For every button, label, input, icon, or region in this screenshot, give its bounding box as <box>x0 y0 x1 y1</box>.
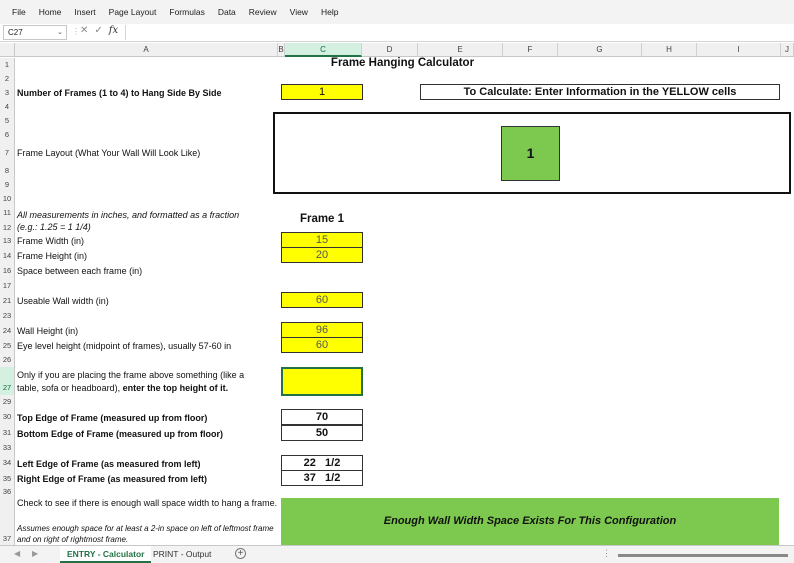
row-header[interactable]: 23 <box>0 308 15 323</box>
above-furniture-emphasis: enter the top height of it. <box>122 382 229 393</box>
row-header[interactable]: 26 <box>0 353 15 367</box>
column-header-e[interactable]: E <box>418 43 503 57</box>
row-header[interactable]: 1 <box>0 58 15 72</box>
formula-bar <box>0 24 794 42</box>
menu-file[interactable]: File <box>12 7 26 17</box>
row-header[interactable]: 31 <box>0 425 15 441</box>
menu-insert[interactable]: Insert <box>74 7 96 17</box>
left-edge-value: 22 1/2 <box>281 455 363 471</box>
enter-check-icon[interactable]: ✓ <box>94 25 103 36</box>
row-header[interactable]: 25 <box>0 338 15 353</box>
row-header[interactable]: 30 <box>0 409 15 425</box>
bottom-edge-label: Bottom Edge of Frame (measured up from floor) <box>17 429 224 439</box>
row-header[interactable]: 11 <box>0 206 15 219</box>
width-check-note: Assumes enough space for at least a 2-in space on left of leftmost frame and on right of rightmost frame. <box>17 524 274 544</box>
add-sheet-icon[interactable]: + <box>235 548 246 559</box>
frame-height-input[interactable]: 20 <box>281 247 363 263</box>
insert-function-icon[interactable]: fx <box>108 25 119 36</box>
sheet-tab-bar <box>0 545 794 563</box>
drag-handle-icon[interactable]: ⋮ <box>72 27 80 36</box>
row-header[interactable]: 33 <box>0 441 15 455</box>
menu-formulas[interactable]: Formulas <box>169 7 205 17</box>
chevron-down-icon[interactable]: ⌄ <box>57 29 63 36</box>
column-header-d[interactable]: D <box>362 43 418 57</box>
width-check-result: Enough Wall Width Space Exists For This Configuration <box>281 498 779 545</box>
width-check-label: Check to see if there is enough wall space width to hang a frame. <box>17 498 278 508</box>
measure-note: All measurements in inches, and formatted as a fraction <box>17 210 240 220</box>
menu-home[interactable]: Home <box>38 7 62 17</box>
layout-label: Frame Layout (What Your Wall Will Look Like) <box>17 148 201 158</box>
wall-height-label: Wall Height (in) <box>17 326 79 336</box>
above-furniture-input[interactable] <box>281 367 363 396</box>
row-header[interactable]: 36 <box>0 486 15 498</box>
row-header[interactable]: 34 <box>0 455 15 471</box>
left-edge-label: Left Edge of Frame (as measured from left) <box>17 459 201 469</box>
top-edge-label: Top Edge of Frame (measured up from floor) <box>17 413 208 423</box>
column-header-c[interactable]: C <box>285 43 362 57</box>
instruction-banner: To Calculate: Enter Information in the YELLOW cells <box>420 84 780 100</box>
bottom-edge-value: 50 <box>281 425 363 441</box>
menu-help[interactable]: Help <box>320 7 339 17</box>
num-frames-input[interactable]: 1 <box>281 84 363 100</box>
frame-height-label: Frame Height (in) <box>17 251 88 261</box>
row-header[interactable]: 6 <box>0 128 15 142</box>
menu-bar <box>0 0 794 24</box>
column-header-h[interactable]: H <box>642 43 697 57</box>
wall-height-input[interactable]: 96 <box>281 322 363 338</box>
wall-width-label: Useable Wall width (in) <box>17 296 109 306</box>
row-header[interactable]: 29 <box>0 395 15 409</box>
row-header[interactable]: 5 <box>0 114 15 128</box>
tab-entry-calculator[interactable]: ENTRY - Calculator <box>60 546 151 563</box>
above-furniture-text: Only if you are placing the frame above something (like a <box>17 370 245 380</box>
column-header-a[interactable]: A <box>15 43 278 57</box>
frame-1-header: Frame 1 <box>299 213 345 225</box>
row-header[interactable]: 17 <box>0 278 15 293</box>
row-header[interactable]: 27 <box>0 367 15 395</box>
formula-input[interactable] <box>125 25 794 40</box>
row-header[interactable]: 37 <box>0 498 15 545</box>
row-header[interactable]: 13 <box>0 233 15 248</box>
frame-width-input[interactable]: 15 <box>281 232 363 248</box>
page-title: Frame Hanging Calculator <box>330 57 475 69</box>
row-header[interactable]: 10 <box>0 192 15 206</box>
frame-width-label: Frame Width (in) <box>17 236 85 246</box>
menu-view[interactable]: View <box>289 7 308 17</box>
row-header[interactable]: 8 <box>0 164 15 178</box>
measure-note-example: (e.g.: 1.25 = 1 1/4) <box>17 222 91 232</box>
above-furniture-label <box>17 369 279 394</box>
tab-print-output[interactable]: PRINT - Output <box>153 549 212 559</box>
row-header[interactable]: 2 <box>0 72 15 86</box>
tab-prev-icon[interactable]: ◀ <box>14 549 21 558</box>
right-edge-value: 37 1/2 <box>281 470 363 486</box>
cancel-icon[interactable]: ✕ <box>80 25 89 36</box>
row-header[interactable]: 12 <box>0 219 15 233</box>
horizontal-scrollbar[interactable] <box>618 554 788 557</box>
row-header[interactable]: 9 <box>0 178 15 192</box>
column-header-j[interactable]: J <box>781 43 794 57</box>
above-furniture-text-2: table, sofa or headboard), <box>17 382 123 393</box>
row-header[interactable]: 4 <box>0 100 15 114</box>
eye-level-input[interactable]: 60 <box>281 337 363 353</box>
top-edge-value: 70 <box>281 409 363 425</box>
column-header-i[interactable]: I <box>697 43 781 57</box>
row-header[interactable]: 24 <box>0 323 15 338</box>
row-header[interactable]: 16 <box>0 263 15 278</box>
row-header[interactable]: 35 <box>0 471 15 486</box>
select-all-corner[interactable] <box>0 43 15 57</box>
column-header-b[interactable]: B <box>278 43 285 57</box>
column-header-f[interactable]: F <box>503 43 558 57</box>
row-header[interactable]: 7 <box>0 142 15 164</box>
eye-level-label: Eye level height (midpoint of frames), usually 57-60 in <box>17 341 232 351</box>
frame-preview-1: 1 <box>501 126 560 181</box>
formula-icons <box>80 25 118 36</box>
row-header[interactable]: 14 <box>0 248 15 263</box>
name-box-value: C27 <box>8 28 23 37</box>
menu-review[interactable]: Review <box>248 7 277 17</box>
spacing-label: Space between each frame (in) <box>17 266 143 276</box>
column-header-g[interactable]: G <box>558 43 642 57</box>
menu-data[interactable]: Data <box>217 7 236 17</box>
wall-width-input[interactable]: 60 <box>281 292 363 308</box>
tab-next-icon[interactable]: ▶ <box>32 549 39 558</box>
right-edge-label: Right Edge of Frame (as measured from left) <box>17 474 208 484</box>
row-header[interactable]: 3 <box>0 86 15 100</box>
num-frames-label: Number of Frames (1 to 4) to Hang Side By Side <box>17 88 222 98</box>
name-box[interactable] <box>3 25 67 40</box>
row-header[interactable]: 21 <box>0 293 15 308</box>
menu-page-layout[interactable]: Page Layout <box>108 7 157 17</box>
more-options-icon[interactable]: ⋮ <box>602 548 610 558</box>
